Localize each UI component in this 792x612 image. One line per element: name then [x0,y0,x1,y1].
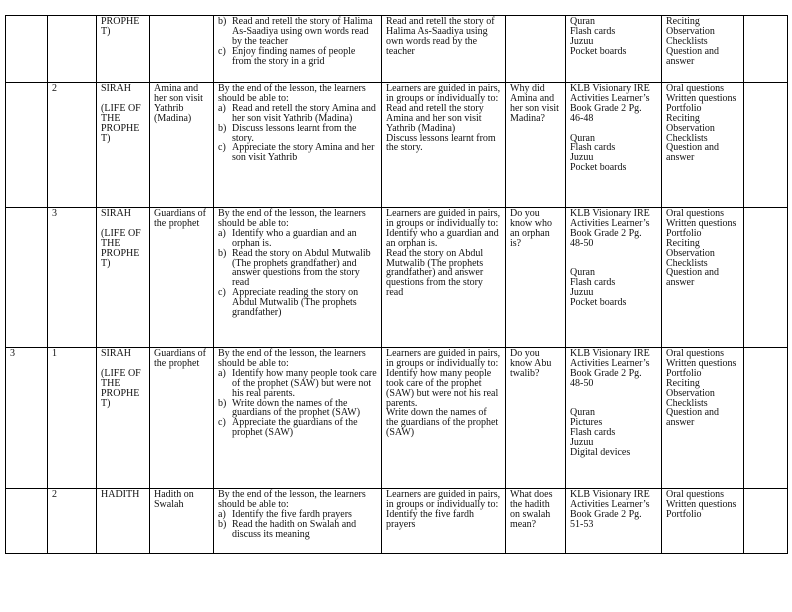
strand-cell: HADITH [97,489,150,554]
experiences-cell: Learners are guided in pairs, in groups or individually to: Read and retell the story Amina and her son visit Yathrib (Madina) Discuss lessons learnt from the story. [382,83,506,208]
table-row [6,348,788,489]
outcome-letter: c) [218,45,226,57]
table-row [6,16,788,83]
outcome-text: Enjoy finding names of people from the story in a grid [232,45,356,67]
outcome-item [218,399,377,419]
key-inquiry-cell: Do you know who an orphan is? [506,208,566,348]
outcomes-list [218,104,377,163]
sub-strand-cell: Hadith on Swalah [150,489,214,554]
resources-cell: KLB Visionary IRE Activities Learner’s Book Grade 2 Pg. 48-50 Quran Pictures Flash cards Juzuu Digital devices [566,348,662,489]
assessment-cell: Oral questions Written questions Portfolio [662,489,744,554]
outcome-item [218,47,377,67]
resources-cell: KLB Visionary IRE Activities Learner’s Book Grade 2 Pg. 48-50 Quran Flash cards Juzuu Pocket boards [566,208,662,348]
outcome-letter: c) [218,142,226,154]
key-inquiry-cell: Why did Amina and her son visit Madina? [506,83,566,208]
outcome-item [218,104,377,124]
lesson-cell: 2 [48,83,97,208]
strand-cell: SIRAH (LIFE OF THE PROPHE T) [97,83,150,208]
lesson-cell: 2 [48,489,97,554]
remarks-cell [744,83,788,208]
outcomes-intro: By the end of the lesson, the learners should be able to: [218,83,366,104]
strand-cell: SIRAH (LIFE OF THE PROPHE T) [97,348,150,489]
outcome-item [218,249,377,289]
table-row [6,489,788,554]
sub-strand-cell: Guardians of the prophet [150,208,214,348]
outcome-letter: b) [218,518,227,530]
week-cell: 3 [6,348,48,489]
outcome-letter: b) [218,16,227,27]
outcome-text: Appreciate the story Amina and her son visit Yathrib [232,142,375,164]
sub-strand-cell [150,16,214,83]
scheme-of-work-table [5,15,788,554]
resources-cell: Quran Flash cards Juzuu Pocket boards [566,16,662,83]
outcome-text: Appreciate reading the story on Abdul Mutwalib (The prophets grandfather) [232,287,359,319]
outcome-letter: b) [218,122,227,134]
experiences-cell: Learners are guided in pairs, in groups or individually to: Identify who a guardian and an orphan is. Read the story on Abdul Mutwalib (The prophets grandfather) and answer questions from the story read [382,208,506,348]
assessment-cell: Oral questions Written questions Portfolio Reciting Observation Checklists Question and answer [662,83,744,208]
sub-strand-cell: Guardians of the prophet [150,348,214,489]
lesson-cell: 3 [48,208,97,348]
week-cell [6,208,48,348]
week-cell [6,489,48,554]
outcome-letter: a) [218,227,226,239]
outcome-item [218,124,377,144]
experiences-cell: Learners are guided in pairs, in groups or individually to: Identify the five fardh prayers [382,489,506,554]
assessment-cell: Oral questions Written questions Portfolio Reciting Observation Checklists Question and answer [662,348,744,489]
key-inquiry-cell: What does the hadith on swalah mean? [506,489,566,554]
experiences-cell: Read and retell the story of Halima As-Saadiya using own words read by the teacher [382,16,506,83]
outcome-letter: b) [218,247,227,259]
outcome-letter: a) [218,367,226,379]
resources-cell: KLB Visionary IRE Activities Learner’s Book Grade 2 Pg. 51-53 [566,489,662,554]
remarks-cell [744,16,788,83]
outcomes-cell [214,208,382,348]
outcome-item [218,418,377,438]
lesson-cell [48,16,97,83]
remarks-cell [744,348,788,489]
experiences-cell: Learners are guided in pairs, in groups or individually to: Identify how many people took care of the prophet (SAW) but were not his real parents. Write down the names of the guardians of the prophet (SAW) [382,348,506,489]
table-row [6,83,788,208]
week-cell [6,16,48,83]
week-cell [6,83,48,208]
outcome-text: Read the story on Abdul Mutwalib (The prophets grandfather) and answer questions from the story read [232,247,371,289]
strand-cell: SIRAH (LIFE OF THE PROPHE T) [97,208,150,348]
outcomes-cell [214,16,382,83]
outcomes-list [218,369,377,438]
remarks-cell [744,208,788,348]
table-row [6,208,788,348]
outcomes-cell [214,489,382,554]
outcome-text: Write down the names of the guardians of the prophet (SAW) [232,397,361,419]
assessment-cell: Oral questions Written questions Portfolio Reciting Observation Checklists Question and answer [662,208,744,348]
outcome-text: Appreciate the guardians of the prophet (SAW) [232,417,358,439]
outcome-item [218,143,377,163]
outcome-letter: a) [218,102,226,114]
outcome-item [218,369,377,399]
outcome-letter: a) [218,508,226,520]
lesson-cell: 1 [48,348,97,489]
outcomes-list [218,17,377,67]
outcome-item [218,288,377,318]
outcomes-intro: By the end of the lesson, the learners should be able to: [218,208,366,229]
outcome-text: Read the hadith on Swalah and discuss its meaning [232,518,357,540]
outcomes-cell [214,348,382,489]
outcomes-intro: By the end of the lesson, the learners should be able to: [218,489,366,510]
outcome-letter: c) [218,287,226,299]
strand-cell: PROPHE T) [97,16,150,83]
outcome-item [218,520,377,540]
outcomes-list [218,229,377,318]
outcome-letter: c) [218,417,226,429]
outcomes-list [218,510,377,540]
assessment-cell: Reciting Observation Checklists Question and answer [662,16,744,83]
outcome-text: Identify who a guardian and an orphan is. [232,227,357,249]
remarks-cell [744,489,788,554]
outcomes-cell [214,83,382,208]
key-inquiry-cell [506,16,566,83]
key-inquiry-cell: Do you know Abu twalib? [506,348,566,489]
outcome-item [218,17,377,47]
resources-cell: KLB Visionary IRE Activities Learner’s Book Grade 2 Pg. 46-48 Quran Flash cards Juzuu Pocket boards [566,83,662,208]
outcomes-intro: By the end of the lesson, the learners should be able to: [218,348,366,369]
sub-strand-cell: Amina and her son visit Yathrib (Madina) [150,83,214,208]
outcome-text: Read and retell the story of Halima As-Saadiya using own words read by the teacher [232,16,373,47]
outcome-letter: b) [218,397,227,409]
outcome-text: Read and retell the story Amina and her son visit Yathrib (Madina) [232,102,376,124]
outcome-text: Identify how many people took care of the prophet (SAW) but were not his real parents. [232,367,377,399]
outcome-item [218,229,377,249]
outcome-text: Identify the five fardh prayers [232,508,352,520]
outcome-text: Discuss lessons learnt from the story. [232,122,357,144]
